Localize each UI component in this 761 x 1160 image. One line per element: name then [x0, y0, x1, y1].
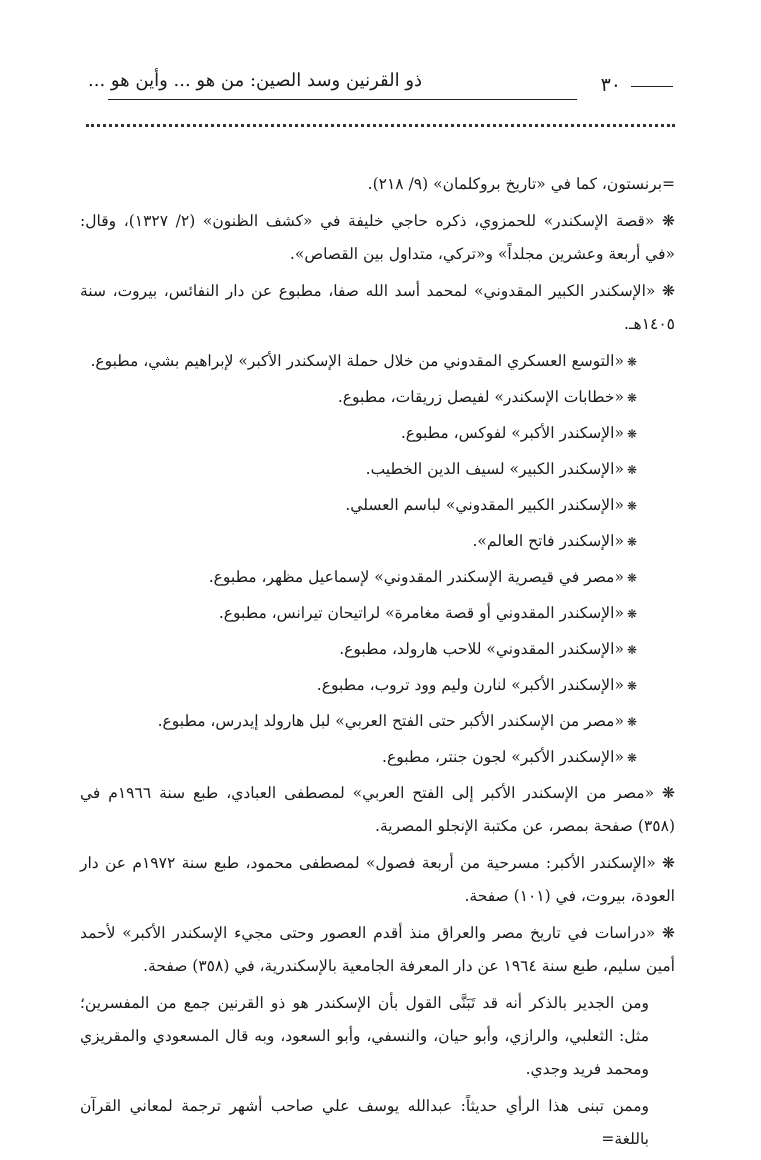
asterisk-icon: ❋	[626, 427, 637, 441]
list-item: ❋«مصر في قيصرية الإسكندر المقدوني» لإسماعيل مظهر، مطبوع.	[208, 568, 637, 586]
asterisk-icon: ❋	[626, 463, 637, 477]
continuation-line: =برنستون، كما في «تاريخ بروكلمان» (٩/ ٢١٨).	[367, 175, 675, 193]
list-item: ❋«الإسكندر المقدوني» للاحب هارولد، مطبوع.	[339, 640, 637, 658]
footnote-paragraph: وممن تبنى هذا الرأي حديثاً: عبدالله يوسف علي صاحب أشهر ترجمة لمعاني القرآن باللغة=	[80, 1097, 649, 1148]
running-title: ذو القرنين وسد الصين: من هو ... وأين هو ...	[88, 70, 423, 91]
asterisk-icon: ❋	[626, 499, 637, 513]
asterisk-icon: ❋	[626, 715, 637, 729]
asterisk-icon: ❋	[626, 571, 637, 585]
asterisk-icon: ❋	[626, 391, 637, 405]
list-item: ❋«الإسكندر الأكبر» لجون جنتر، مطبوع.	[382, 748, 637, 766]
footnote-paragraph: ❋ «الإسكندر الأكبر: مسرحية من أربعة فصول» لمصطفى محمود، طبع سنة ١٩٧٢م عن دار العودة، بيروت، في (١٠١) صفحة.	[80, 854, 675, 905]
footnote-paragraph: ❋ «قصة الإسكندر» للحمزوي، ذكره حاجي خليفة في «كشف الظنون» (٢/ ١٣٢٧)، وقال: «في أربعة وعشرين مجلداً» و«تركي، متداول بين القصاص».	[80, 212, 675, 263]
list-item: ❋«الإسكندر الأكبر» لنارن وليم وود تروب، مطبوع.	[316, 676, 637, 694]
asterisk-icon: ❋	[626, 607, 637, 621]
running-header	[88, 70, 673, 100]
list-item: ❋«التوسع العسكري المقدوني من خلال حملة الإسكندر الأكبر» لإبراهيم بشي، مطبوع.	[90, 352, 637, 370]
asterisk-icon: ❋	[626, 751, 637, 765]
asterisk-icon: ❋	[626, 355, 637, 369]
list-item: ❋«الإسكندر المقدوني أو قصة مغامرة» لراتيحان تيرانس، مطبوع.	[218, 604, 637, 622]
header-rule	[108, 99, 577, 100]
footnote-paragraph: ❋ «الإسكندر الكبير المقدوني» لمحمد أسد الله صفا، مطبوع عن دار النفائس، بيروت، سنة ١٤٠٥هـ.	[80, 282, 675, 333]
footnote-paragraph: ومن الجدير بالذكر أنه قد تَبَنَّى القول بأن الإسكندر هو ذو القرنين جمع من المفسرين؛ مثل: الثعلبي، والرازي، وأبو حيان، والنسفي، وأبو السعود، وبه قال المسعودي والمقريزي ومحمد فريد وجدي.	[80, 994, 649, 1078]
list-item: ❋«خطابات الإسكندر» لفيصل زريقات، مطبوع.	[337, 388, 637, 406]
asterisk-icon: ❋	[626, 643, 637, 657]
asterisk-icon: ❋	[626, 535, 637, 549]
list-item: ❋«مصر من الإسكندر الأكبر حتى الفتح العربي» لبل هارولد إيدرس، مطبوع.	[157, 712, 637, 730]
list-item: ❋«الإسكندر الكبير المقدوني» لباسم العسلي.	[345, 496, 637, 514]
asterisk-icon: ❋	[626, 679, 637, 693]
list-item: ❋«الإسكندر الكبير» لسيف الدين الخطيب.	[365, 460, 637, 478]
header-dash	[631, 86, 673, 87]
page-number: ٣٠	[600, 74, 621, 96]
list-item: ❋«الإسكندر الأكبر» لفوكس، مطبوع.	[400, 424, 637, 442]
footnote-body	[80, 168, 675, 1160]
footnote-separator	[86, 124, 675, 127]
footnote-paragraph: ❋ «مصر من الإسكندر الأكبر إلى الفتح العربي» لمصطفى العبادي، طبع سنة ١٩٦٦م في (٣٥٨) صفحة بمصر، عن مكتبة الإنجلو المصرية.	[80, 784, 675, 835]
footnote-paragraph: ❋ «دراسات في تاريخ مصر والعراق منذ أقدم العصور وحتى مجيء الإسكندر الأكبر» لأحمد أمين سليم، طبع سنة ١٩٦٤ عن دار المعرفة الجامعية بالإسكندرية، في (٣٥٨) صفحة.	[80, 924, 675, 975]
list-item: ❋«الإسكندر فاتح العالم».	[472, 532, 637, 550]
